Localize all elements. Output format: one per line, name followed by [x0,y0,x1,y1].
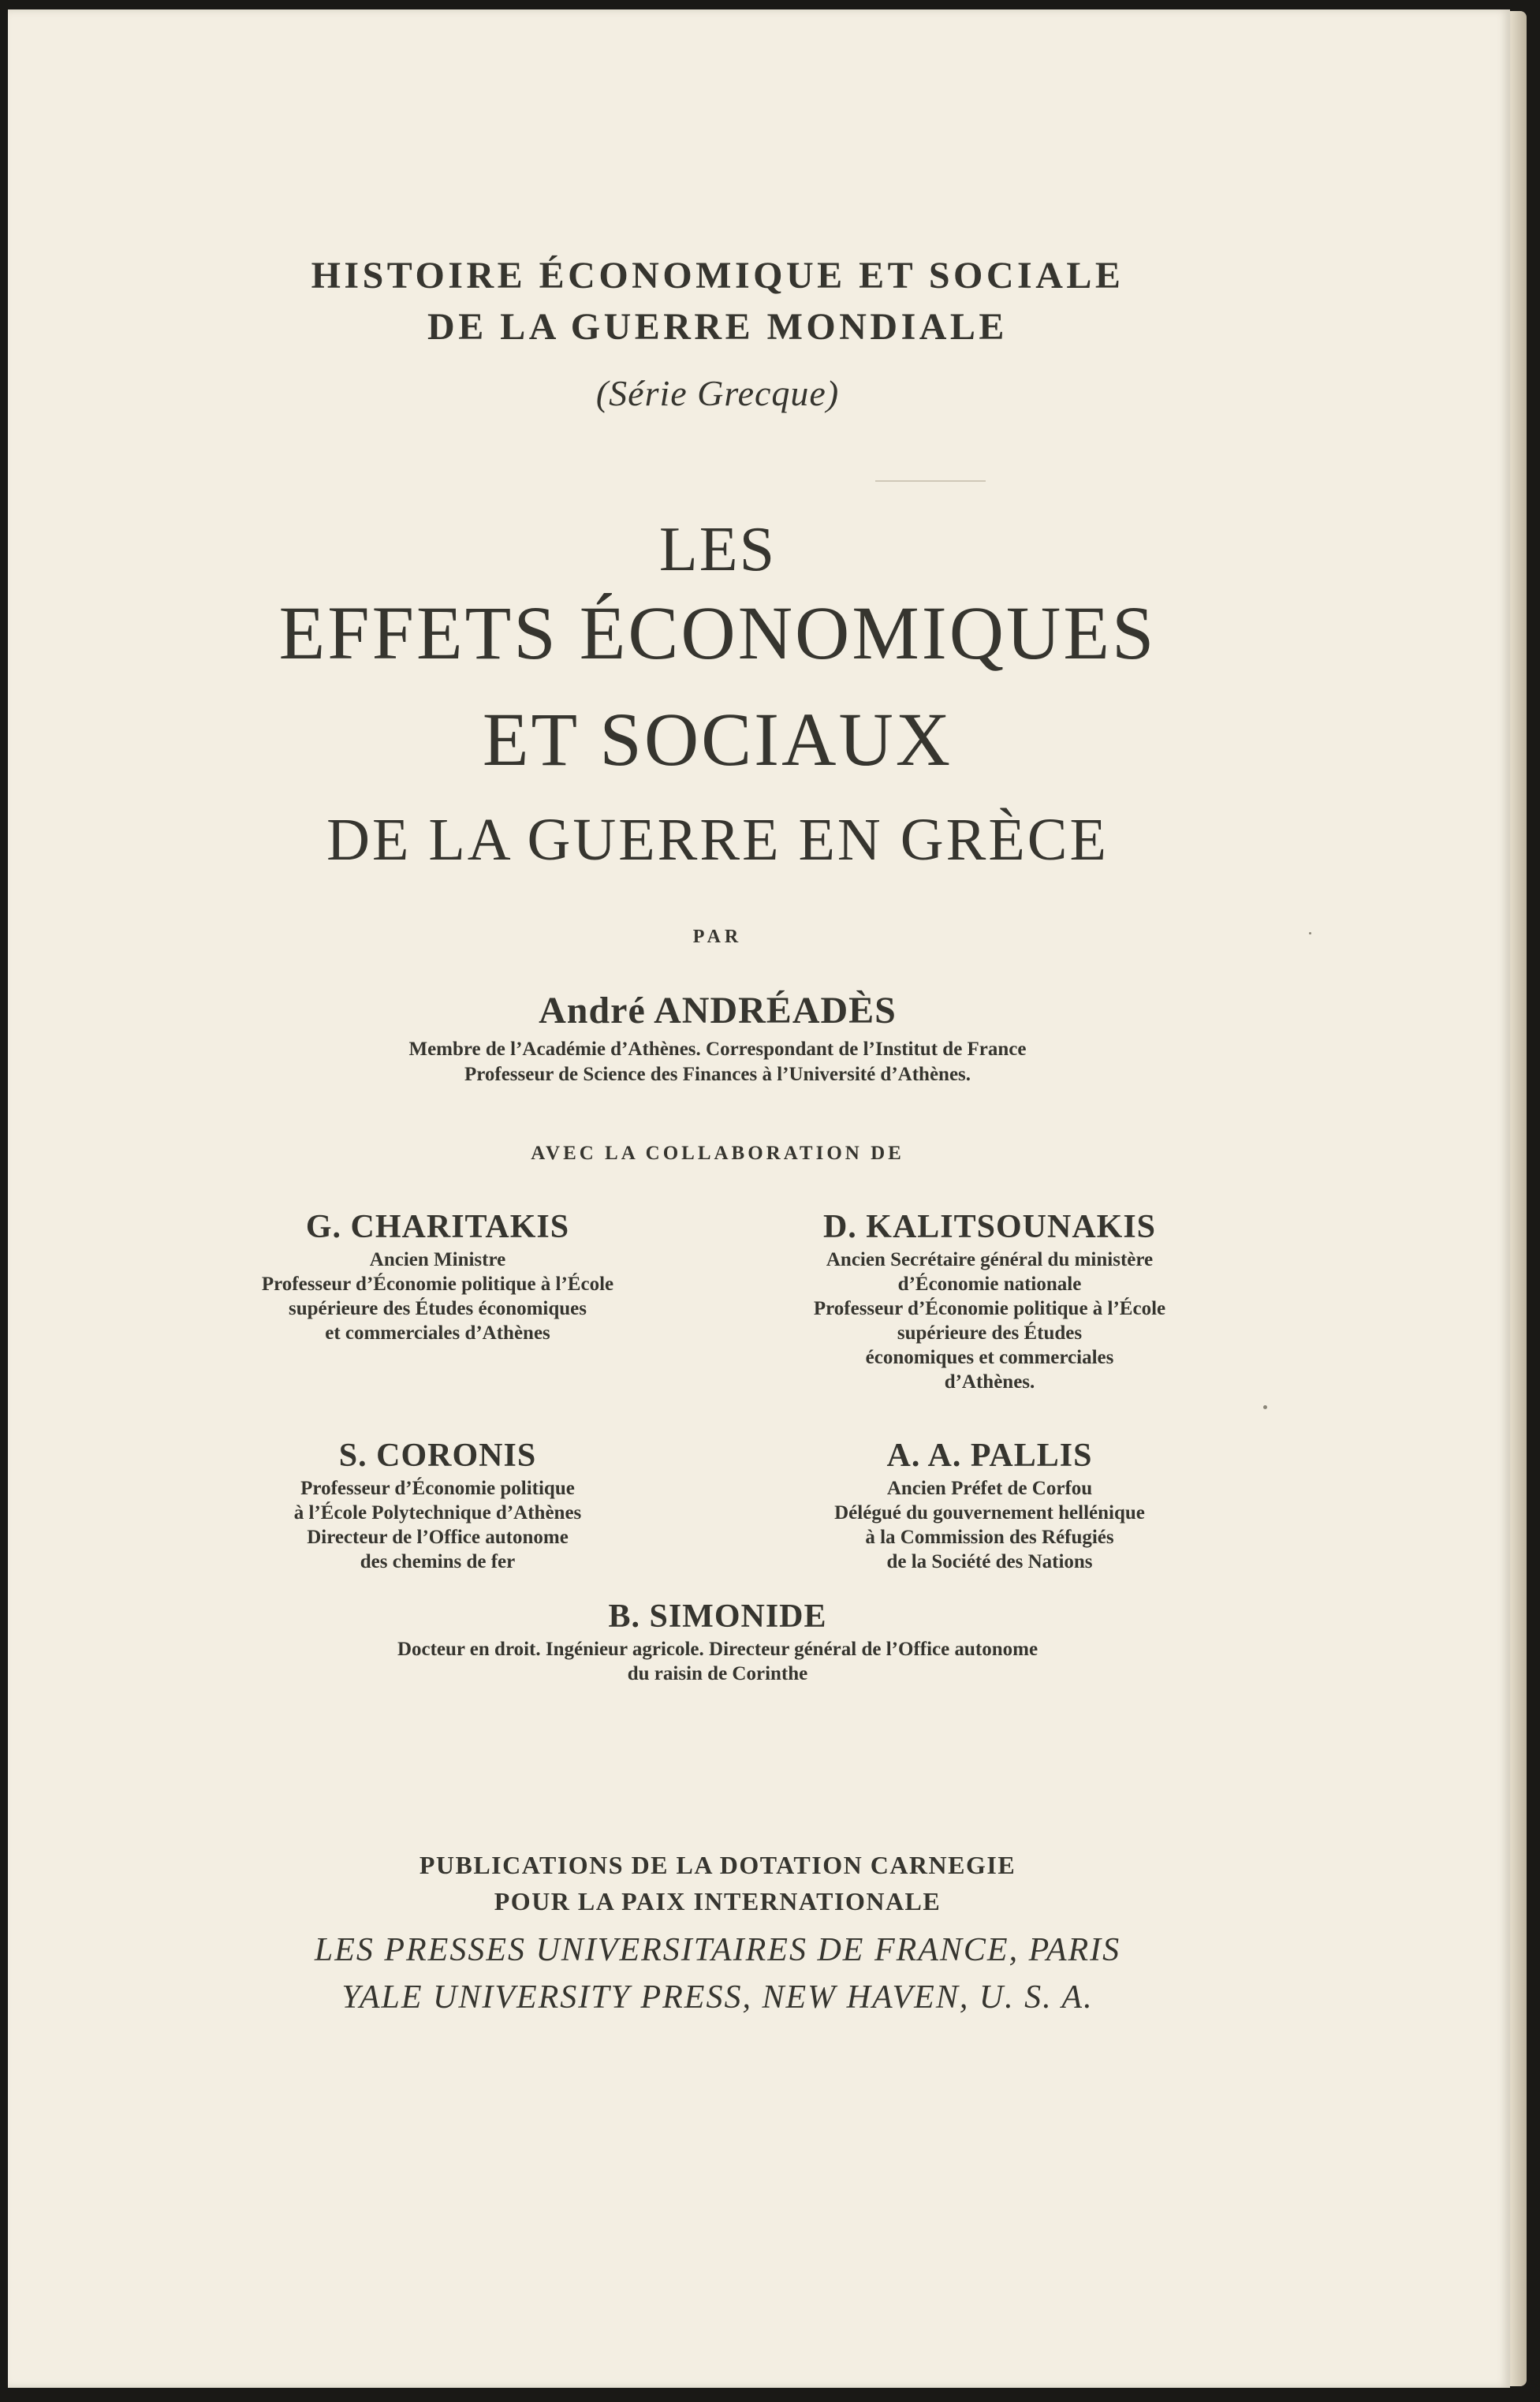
author-affiliation-1: Membre de l’Académie d’Athènes. Correspondant de l’Institut de France [408,1039,1027,1060]
collaborator-detail: d’Athènes. [944,1371,1035,1393]
publisher-line2: POUR LA PAIX INTERNATIONALE [494,1887,942,1915]
collaborator-charitakis [162,1207,714,1345]
publisher-line4: YALE UNIVERSITY PRESS, NEW HAVEN, U. S. A. [341,1979,1094,2016]
paper-speck [1263,1405,1267,1409]
collaborator-detail: Professeur d’Économie politique [300,1478,575,1499]
collaborator-name: A. A. PALLIS [886,1438,1093,1474]
collaborator-detail: Directeur de l’Office autonome [307,1527,569,1548]
collaboration-label: AVEC LA COLLABORATION DE [531,1143,904,1164]
collaborator-detail: et commerciales d’Athènes [325,1322,550,1344]
title-page [8,9,1510,2388]
publisher-line3: LES PRESSES UNIVERSITAIRES DE FRANCE, PARIS [314,1932,1121,1968]
collaborator-detail: économiques et commerciales [865,1347,1114,1368]
collaborator-detail: Ancien Secrétaire général du ministère [826,1249,1154,1270]
collaborator-detail: Docteur en droit. Ingénieur agricole. Directeur général de l’Office autonome [397,1639,1038,1660]
series-subtitle: (Série Grecque) [595,373,840,413]
collaborator-detail: Délégué du gouvernement hellénique [834,1502,1145,1524]
collaborator-name: G. CHARITAKIS [305,1209,570,1245]
collaborator-detail: de la Société des Nations [886,1551,1093,1572]
collaborator-coronis [162,1435,714,1574]
book-title-line3: ET SOCIAUX [482,697,953,781]
collaborator-detail: supérieure des Études [897,1322,1083,1344]
collaborator-detail: d’Économie nationale [897,1274,1082,1295]
collaborator-detail: du raisin de Corinthe [627,1663,808,1684]
collaborator-detail: des chemins de fer [360,1551,516,1572]
by-label: PAR [692,927,743,947]
collaborator-simonide [8,1596,1427,1686]
collaborator-kalitsounakis [714,1207,1266,1394]
collaborator-detail: Ancien Préfet de Corfou [886,1478,1093,1499]
collaborator-detail: Professeur d’Économie politique à l’École [261,1274,614,1295]
series-title-line1: HISTOIRE ÉCONOMIQUE ET SOCIALE [311,255,1124,297]
book-title-line4: DE LA GUERRE EN GRÈCE [326,807,1109,873]
paper-speck [1309,932,1311,934]
collaborator-pallis [714,1435,1266,1574]
collaborator-detail: Ancien Ministre [369,1249,506,1270]
collaborator-detail: Professeur d’Économie politique à l’École [813,1298,1166,1319]
book-title-line1: LES [658,515,777,584]
collaborator-detail: supérieure des Études économiques [288,1298,587,1319]
divider [875,480,986,482]
series-title-line2: DE LA GUERRE MONDIALE [427,306,1008,348]
collaborator-name: S. CORONIS [338,1438,537,1474]
book-title-line2: EFFETS ÉCONOMIQUES [278,591,1157,675]
collaborator-name: D. KALITSOUNAKIS [822,1209,1157,1245]
collaborator-name: B. SIMONIDE [608,1598,827,1635]
author-affiliation-2: Professeur de Science des Finances à l’Université d’Athènes. [464,1064,971,1085]
author-name: André ANDRÉADÈS [539,990,897,1031]
collaborator-detail: à la Commission des Réfugiés [865,1527,1114,1548]
publisher-line1: PUBLICATIONS DE LA DOTATION CARNEGIE [419,1851,1016,1879]
collaborator-detail: à l’École Polytechnique d’Athènes [293,1502,582,1524]
